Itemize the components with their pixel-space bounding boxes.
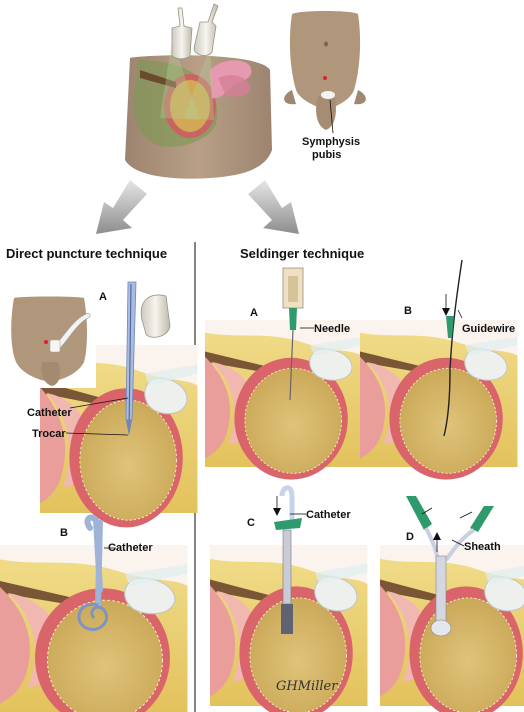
seldinger-heading: Seldinger technique: [240, 246, 365, 261]
ultrasound-probe-small: [321, 91, 335, 99]
seldinger-d-sheath-label: Sheath: [464, 541, 501, 553]
left-flow-arrow: [96, 180, 147, 234]
ultrasound-probe-2: [194, 4, 218, 55]
direct-panel-a: [8, 282, 198, 527]
direct-b-letter: B: [60, 527, 68, 539]
direct-b-catheter-label: Catheter: [108, 542, 153, 554]
ultrasound-probe-direct: [141, 295, 170, 337]
direct-a-trocar-label: Trocar: [32, 428, 66, 440]
direct-a-catheter-label: Catheter: [27, 407, 72, 419]
seldinger-b-letter: B: [404, 305, 412, 317]
seldinger-c-catheter-label: Catheter: [306, 509, 351, 521]
right-flow-arrow: [248, 180, 299, 234]
torso-illustration-top: [284, 11, 366, 133]
seldinger-a-letter: A: [250, 307, 258, 319]
seldinger-panel-a: [205, 268, 363, 480]
guidewire-pointer-line: [458, 310, 462, 318]
seldinger-d-letter: D: [406, 531, 414, 543]
artist-signature: GHMiller: [276, 679, 338, 694]
seldinger-b-guidewire-label: Guidewire: [462, 323, 516, 335]
direct-panel-b: [0, 518, 188, 712]
seldinger-c-letter: C: [247, 517, 255, 529]
label-symphysis-line1: Symphysis: [302, 136, 361, 148]
direct-puncture-heading: Direct puncture technique: [6, 246, 168, 261]
seldinger-panel-b: [360, 260, 518, 480]
ultrasound-probe-1: [172, 8, 192, 59]
top-ultrasound-illustration: [118, 4, 272, 180]
label-symphysis-line2: pubis: [312, 149, 342, 161]
seldinger-a-needle-label: Needle: [314, 323, 351, 335]
seldinger-panel-d: [380, 496, 524, 712]
puncture-site-marker: [323, 76, 327, 80]
torso-inset: [8, 296, 96, 388]
direct-a-letter: A: [99, 291, 107, 303]
